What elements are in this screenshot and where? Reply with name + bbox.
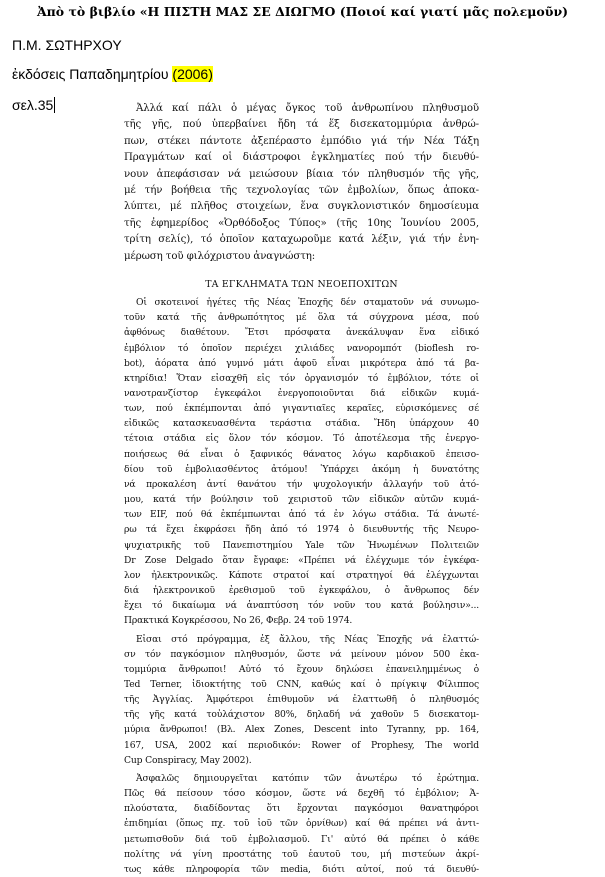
body-line: διά ἠλεκτρονικοῦ ἐρεθισμοῦ τοῦ ἐγκεφάλου, ὁ ἄνθρωπος δέν — [124, 585, 479, 597]
body-line: Οἱ σκοτεινοί ἡγέτες τῆς Νέας Ἐποχῆς δέν σταματοῦν νά συνωμο- — [136, 297, 479, 309]
body-line: δίου τοῦ ἐμβολιασθέντος ἀτόμου! Ὑπάρχει ἀκόμη ἡ δυνατότης — [124, 463, 479, 475]
body-line: 167, USA, 2002 καί περιοδικόν: Rower of Prophesy, The world — [124, 739, 479, 751]
body-line: των, πού ἐκπέμπονται ἀπό γιγαντιαῖες κεραῖες, εὑρισκόμενες σέ — [124, 403, 479, 415]
body-line: ψυχιατρικῆς τοῦ Πανεπιστημίου Yale τῶν Ἡνωμένων Πολιτειῶν — [124, 539, 479, 551]
section-heading: ΤΑ ΕΓΚΛΗΜΑΤΑ ΤΩΝ ΝΕΟΕΠΟΧΙΤΩΝ — [205, 279, 398, 291]
body-line: Cup Conspiracy, May 2002). — [124, 754, 252, 766]
body-line: νά προκαλέση ἀντί θανάτου τήν ψυχολογικήν ἀλλαγήν τοῦ ἀτό- — [124, 478, 479, 490]
intro-line: πων, στέκει πάντοτε ἀξεπέραστο ἐμπόδιο γιά τήν Νέα Τάξη — [124, 135, 479, 147]
body-line: bot), ἀόρατα ἀπό γυμνό μάτι ἀφοῦ εἶναι μικρότερα ἀπό τά βα- — [124, 357, 479, 369]
body-line: μου, κατά τήν βούλησιν τοῦ χειριστοῦ τῶν εἰδικῶν αὐτῶν κυμά- — [124, 494, 479, 506]
body-line: πλούστατα, διαδίδοντας ὅτι ἔρχονται παγκόσμοι θανατηφόροι — [124, 803, 479, 815]
body-line: Ἀσφαλῶς δημιουργεῖται κατόπιν τῶν ἀνωτέρω τό ἐρώτημα. — [136, 772, 479, 784]
body-line: τως κάθε πληροφορία τῶν media, διότι αὐτοί, πού τά διευθύ- — [124, 863, 479, 875]
body-line: σν τόν παγκόσμιον πληθυσμόν, ὥστε νά μείνουν μόνον 500 ἑκα- — [124, 648, 479, 660]
publisher-name: ἐκδόσεις Παπαδημητρίου — [12, 66, 173, 82]
intro-paragraph — [124, 99, 479, 265]
scanned-book-page — [124, 99, 479, 875]
page-reference: σελ.35 — [12, 97, 54, 113]
intro-line: μέ τήν βοήθεια τῆς τεχνολογίας τῶν ἐμβολίων, ὅπως ἀποκα- — [124, 185, 479, 197]
body-line: μετωπισθοῦν διά τοῦ ἐμβολιασμοῦ. Γι' αὐτό θά πρέπει ὁ κάθε — [124, 833, 479, 845]
intro-line: τρίτη σελίς), τό ὁποῖον καταχωροῦμε κατά λέξιν, γιά τήν ἐνη- — [124, 234, 479, 246]
body-line: νανοτρανζίστορ ἐγκεφάλοι ἐνεργοποιοῦνται διά εἰδικῶν κυμά- — [124, 388, 479, 399]
body-line: κτηρίδια! Ὅταν εἰσαχθῆ εἰς τόν ὀργανισμόν τό ἐμβόλιον, τότε οἱ — [124, 372, 479, 384]
body-line: ποιήσεως θά εἶναι ὁ ξαφνικός θάνατος λόγω καρδιακοῦ ἐπεισο- — [124, 448, 479, 460]
intro-line: νουν ἀπεφάσισαν νά μειώσουν βίαια τόν πληθυσμόν τῆς γῆς, — [124, 168, 479, 180]
body-line: εἰδικῶς κατασκευασθέντα τεράστια στάδια. Ἤδη ὑπάρχουν 40 — [124, 418, 479, 430]
body-line: Πρακτικά Κογκρέσσου, Νο 26, Φεβρ. 24 τοῦ 1974. — [124, 615, 353, 627]
body-line: ἐμβόλιον τό ὁποῖον περιέχει χιλιάδες νανορομπότ (bioflesh ro- — [124, 342, 479, 354]
body-line: ἐπιδημίαι (ὅπως πχ. τοῦ ἰοῦ τῶν ὀρνίθων) καί θά πρέπει νά ἀντι- — [124, 818, 479, 830]
text-cursor — [54, 97, 55, 113]
body-line: τέτοια στάδια εἰς ὅλον τόν κόσμον. Τό ἀποτέλεσμα τῆς ἐνεργο- — [124, 433, 479, 445]
intro-line: Πραγμάτων καί οἱ διάστροφοι ἐγκληματίες πού τήν διευθύ- — [124, 152, 479, 164]
page-reference-line[interactable] — [12, 97, 55, 113]
body-line: ἀφθόνως διαθέτουν. Ἔτσι πρόσφατα ἀνεκάλυψαν ἕνα εἰδικό — [124, 327, 479, 339]
body-line: Dr Zose Delgado ὅταν ἔγραφε: «Πρέπει νά ἐλέγχωμε τόν ἐγκέφα- — [124, 554, 479, 566]
page-title: Ἀπὸ τὸ βιβλίο «Η ΠΙΣΤΗ ΜΑΣ ΣΕ ΔΙΩΓΜΟ (Ποιοί καί γιατί μᾶς πολεμοῦν) — [36, 4, 569, 19]
body-line: πολίτης νά γίνη προστάτης τοῦ ἑαυτοῦ του, μή πιστεύων ἀκρί- — [124, 848, 479, 860]
body-line: λον ἠλεκτρονικῶς. Κάποτε στρατοί καί στρατηγοί θά ἐλέγχωνται — [124, 569, 479, 581]
intro-line: Ἀλλά καί πάλι ὁ μέγας ὄγκος τοῦ ἀνθρωπίνου πληθυσμοῦ — [136, 103, 479, 114]
author-line: Π.Μ. ΣΩΤΗΡΧΟΥ — [12, 37, 122, 53]
body-line: μύρια ἄνθρωποι! (Βλ. Alex Zones, Descent into Tyranny, pp. 164, — [124, 724, 479, 736]
body-line: Πῶς θά πείσουν τόσο κόσμον, ὥστε νά δεχθῆ τό ἐμβόλιον; Ἁ- — [124, 788, 479, 800]
body-line: τοῦν κατά τῆς ἀνθρωπότητος μέ ὅλα τά σύγχρονα μέσα, πού — [124, 312, 479, 324]
article-body — [124, 295, 479, 877]
body-line: ρω τά ἔχει ἐκφράσει ἤδη ἀπό τό 1974 ὁ διευθυντής τῆς Νευρο- — [124, 524, 479, 536]
intro-line: τῆς ἐφημερίδος «Ὀρθόδοξος Τύπος» (τῆς 10ης Ἰουνίου 2005, — [124, 217, 479, 229]
body-line: Ted Terner, ἰδιοκτήτης τοῦ CNN, καθώς καί ὁ πρίγκιψ Φίλιππος — [124, 678, 479, 690]
body-line: τῆς γῆς κατά τοὐλάχιστον 80%, δηλαδή νά χαθοῦν 5 δισεκατομ- — [124, 709, 479, 721]
intro-line: μέρωση τοῦ φιλόχριστου ἀναγνώστη: — [124, 250, 316, 262]
intro-line: τῆς γῆς, πού ὑπερβαίνει ἤδη τά ἕξ δισεκατομμύρια ἀνθρώ- — [124, 119, 479, 131]
body-line: τῆς Ἀγγλίας. Ἀμφότεροι ἐπιθυμοῦν νά ἐλαττωθῆ ὁ πληθυσμός — [124, 694, 479, 706]
body-line: τομμύρια ἄνθρωποι! Αὐτό τό ἔχουν δηλώσει ἐπανειλημμένως ὁ — [124, 663, 479, 675]
highlighted-year: (2006) — [172, 66, 213, 82]
body-line: των EIF, πού θά ἐκπέμπωνται ἀπό τά ἐν λόγω στάδια. Τά ἀνωτέ- — [124, 509, 479, 521]
body-line: ἔχει τό δικαίωμα νά ἀναπτύσση τόν νοῦν του κατά βούλησιν»... — [124, 600, 479, 612]
intro-line: λύπτει, μέ πλῆθος στοιχείων, ἕνα συγκλονιστικόν δημοσίευμα — [124, 201, 479, 213]
publisher-line — [12, 66, 213, 82]
body-line: Εἰσαι στό πρόγραμμα, ἐξ ἄλλου, τῆς Νέας Ἐποχῆς νά ἐλαττώ- — [136, 633, 479, 645]
